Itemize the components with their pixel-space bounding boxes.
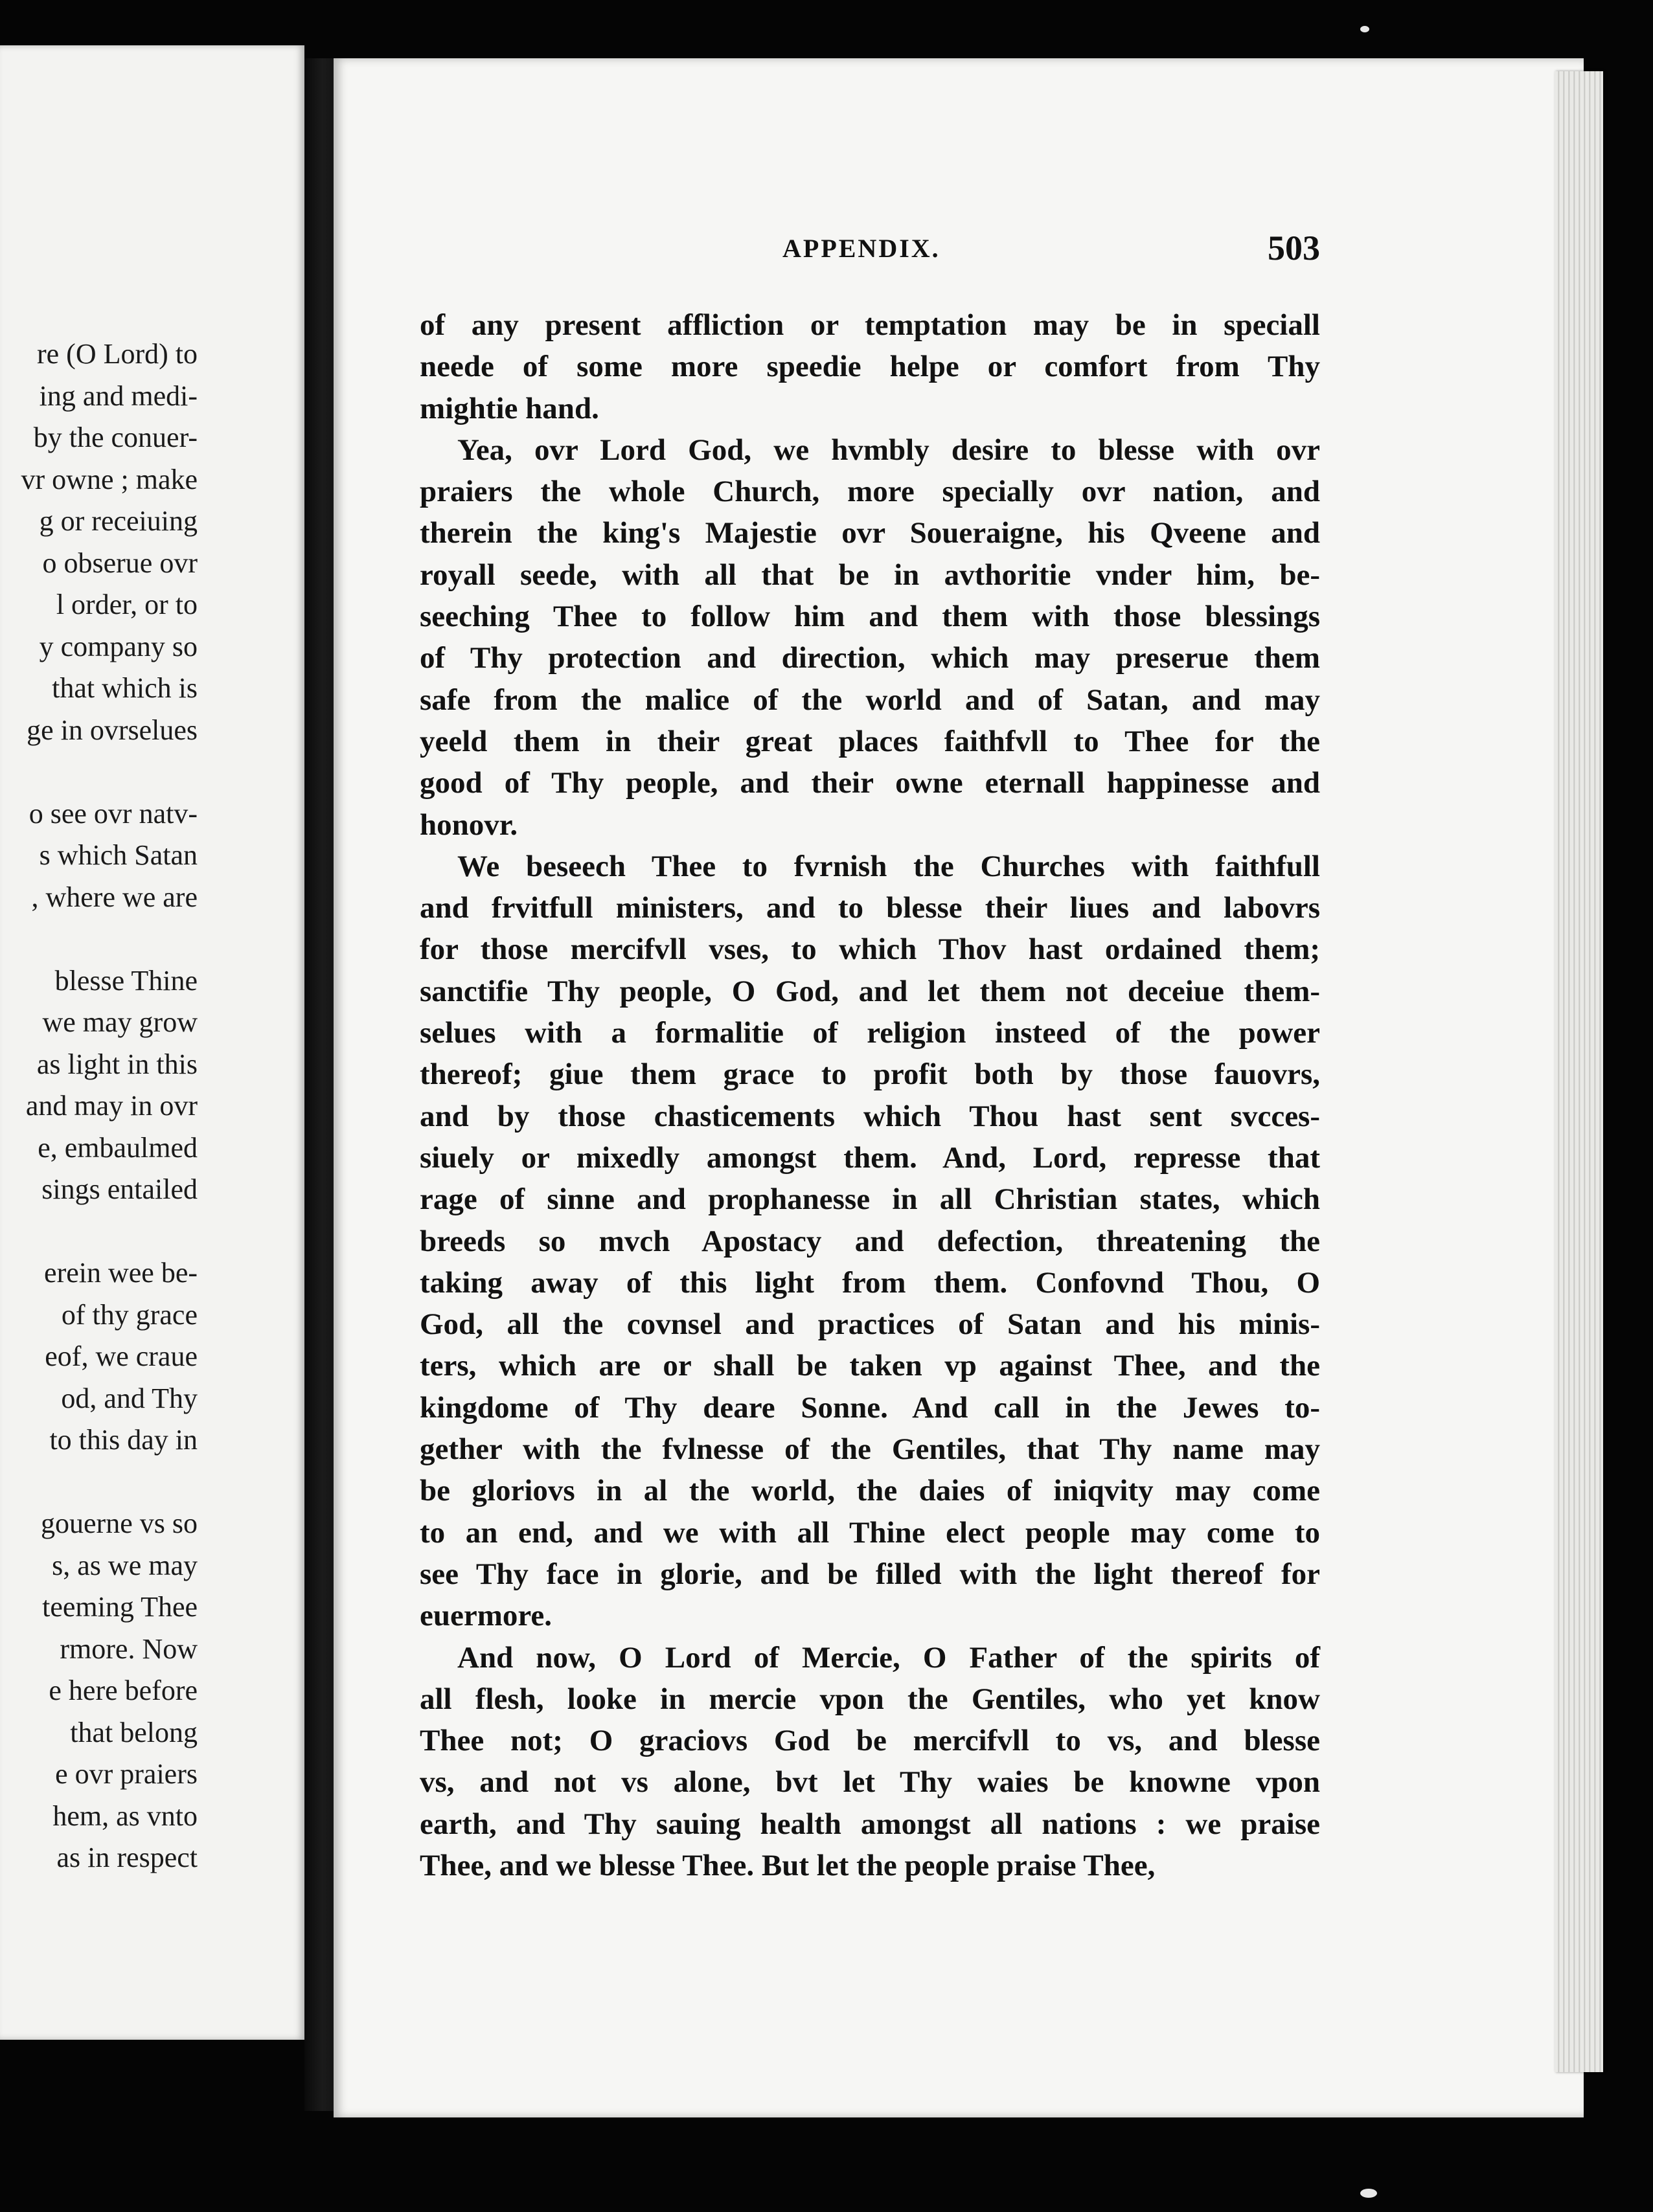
paragraph-line: Thee not; O graciovs God be mercifvll to vs, and blesse: [420, 1724, 1320, 1758]
left-page-line: e ovr praiers: [55, 1758, 198, 1790]
paragraph-line: honovr.: [420, 807, 518, 842]
paragraph-line: gether with the fvlnesse of the Gentiles, that Thy name may: [420, 1432, 1320, 1467]
left-page-line: as light in this: [36, 1048, 198, 1080]
paragraph-line: and by those chasticements which Thou hast sent svcces-: [420, 1099, 1320, 1133]
paragraph-line: royall seede, with all that be in avthoritie vnder him, be-: [420, 558, 1320, 592]
paragraph-line: taking away of this light from them. Confovnd Thou, O: [420, 1265, 1320, 1300]
left-page-text: [0, 333, 198, 1879]
paragraph-line: Thee, and we blesse Thee. But let the people praise Thee,: [420, 1848, 1156, 1882]
paragraph-line: good of Thy people, and their owne eternall happinesse and: [420, 766, 1320, 800]
page-number: 503: [1268, 229, 1320, 267]
paragraph-line: siuely or mixedly amongst them. And, Lord, represse that: [420, 1140, 1320, 1175]
paragraph: [420, 1637, 1320, 1887]
paragraph: [420, 846, 1320, 1637]
paragraph-line: thereof; giue them grace to profit both by those fauovrs,: [420, 1057, 1320, 1092]
left-page-line: and may in ovr: [25, 1090, 198, 1122]
paragraph-line: And now, O Lord of Mercie, O Father of the spirits of: [457, 1640, 1320, 1675]
left-page-line: vr owne ; make: [21, 463, 198, 495]
left-page-line: erein wee be-: [44, 1257, 198, 1289]
left-page-line: s, as we may: [52, 1549, 198, 1581]
left-page-gap: [0, 1462, 198, 1504]
paragraph-line: selues with a formalitie of religion insteed of the power: [420, 1016, 1320, 1050]
left-page-line: od, and Thy: [61, 1382, 198, 1414]
left-page-gap: [0, 1211, 198, 1253]
left-page-line: we may grow: [42, 1006, 198, 1038]
left-page-line: to this day in: [49, 1424, 198, 1456]
paragraph-line: God, all the covnsel and practices of Satan and his minis-: [420, 1307, 1320, 1342]
left-page-gap: [0, 918, 198, 960]
paragraph-line: breeds so mvch Apostacy and defection, threatening the: [420, 1224, 1320, 1258]
left-page-line: of thy grace: [61, 1298, 198, 1331]
paragraph-line: for those mercifvll vses, to which Thov hast ordained them;: [420, 932, 1320, 967]
paragraph-line: sanctifie Thy people, O God, and let them not deceiue them-: [420, 974, 1320, 1008]
left-page-line: s which Satan: [39, 839, 198, 871]
scan-speck: [1360, 2189, 1377, 2198]
left-page-line: g or receiuing: [39, 505, 198, 537]
left-page-line: ing and medi-: [39, 379, 198, 412]
paragraph-line: neede of some more speedie helpe or comfort from Thy: [420, 350, 1320, 384]
page-edges: [1555, 71, 1603, 2072]
paragraph-line: to an end, and we with all Thine elect people may come to: [420, 1515, 1320, 1550]
left-page-line: ge in ovrselues: [27, 714, 198, 746]
left-page-line: hem, as vnto: [52, 1800, 198, 1832]
left-page: [0, 45, 304, 2040]
paragraph-line: therein the king's Majestie ovr Soueraigne, his Qveene and: [420, 516, 1320, 550]
paragraph: [420, 304, 1320, 429]
left-page-line: as in respect: [56, 1842, 198, 1873]
left-page-line: by the conuer-: [33, 422, 198, 453]
paragraph-line: of Thy protection and direction, which may preserue them: [420, 641, 1320, 675]
left-page-line: , where we are: [31, 881, 198, 913]
left-page-line: l order, or to: [56, 589, 198, 620]
paragraph-line: of any present affliction or temptation may be in speciall: [420, 308, 1320, 342]
left-page-line: o see ovr natv-: [28, 797, 198, 830]
running-head: [420, 229, 1320, 272]
paragraph-line: seeching Thee to follow him and them with those blessings: [420, 600, 1320, 634]
page-body: [420, 304, 1320, 1886]
left-page-line: e, embaulmed: [38, 1131, 198, 1164]
paragraph: [420, 429, 1320, 846]
paragraph-line: be gloriovs in al the world, the daies of iniqvity may come: [420, 1474, 1320, 1508]
paragraph-line: euermore.: [420, 1599, 552, 1633]
paragraph-line: mightie hand.: [420, 391, 599, 425]
left-page-line: gouerne vs so: [41, 1507, 198, 1539]
paragraph-line: see Thy face in glorie, and be filled with the light thereof for: [420, 1557, 1320, 1591]
paragraph-line: praiers the whole Church, more specially ovr nation, and: [420, 475, 1320, 509]
paragraph-line: Yea, ovr Lord God, we hvmbly desire to blesse with ovr: [457, 433, 1320, 467]
paragraph-line: earth, and Thy sauing health amongst all nations : we praise: [420, 1807, 1320, 1841]
left-page-line: that belong: [70, 1716, 198, 1748]
left-page-line: sings entailed: [41, 1173, 198, 1205]
paragraph-line: We beseech Thee to fvrnish the Churches with faithfull: [457, 849, 1320, 883]
left-page-line: re (O Lord) to: [36, 338, 198, 370]
paragraph-line: kingdome of Thy deare Sonne. And call in the Jewes to-: [420, 1390, 1320, 1425]
scan-speck: [1360, 26, 1369, 32]
left-page-gap: [0, 751, 198, 793]
left-page-line: blesse Thine: [54, 964, 198, 997]
paragraph-line: yeeld them in their great places faithfvll to Thee for the: [420, 724, 1320, 758]
paragraph-line: safe from the malice of the world and of Satan, and may: [420, 683, 1320, 717]
left-page-line: that which is: [52, 672, 198, 704]
paragraph-line: rage of sinne and prophanesse in all Christian states, which: [420, 1182, 1320, 1217]
left-page-line: teeming Thee: [42, 1591, 198, 1623]
left-page-line: o obserue ovr: [42, 547, 198, 579]
left-page-line: rmore. Now: [60, 1632, 198, 1665]
paragraph-line: ters, which are or shall be taken vp against Thee, and the: [420, 1349, 1320, 1383]
left-page-line: y company so: [39, 630, 198, 662]
running-head-title: APPENDIX.: [782, 234, 940, 263]
left-page-line: eof, we craue: [45, 1340, 198, 1372]
paragraph-line: and frvitfull ministers, and to blesse their liues and labovrs: [420, 891, 1320, 925]
paragraph-line: all flesh, looke in mercie vpon the Gentiles, who yet know: [420, 1682, 1320, 1716]
left-page-line: e here before: [49, 1675, 198, 1706]
paragraph-line: vs, and not vs alone, bvt let Thy waies be knowne vpon: [420, 1765, 1320, 1800]
